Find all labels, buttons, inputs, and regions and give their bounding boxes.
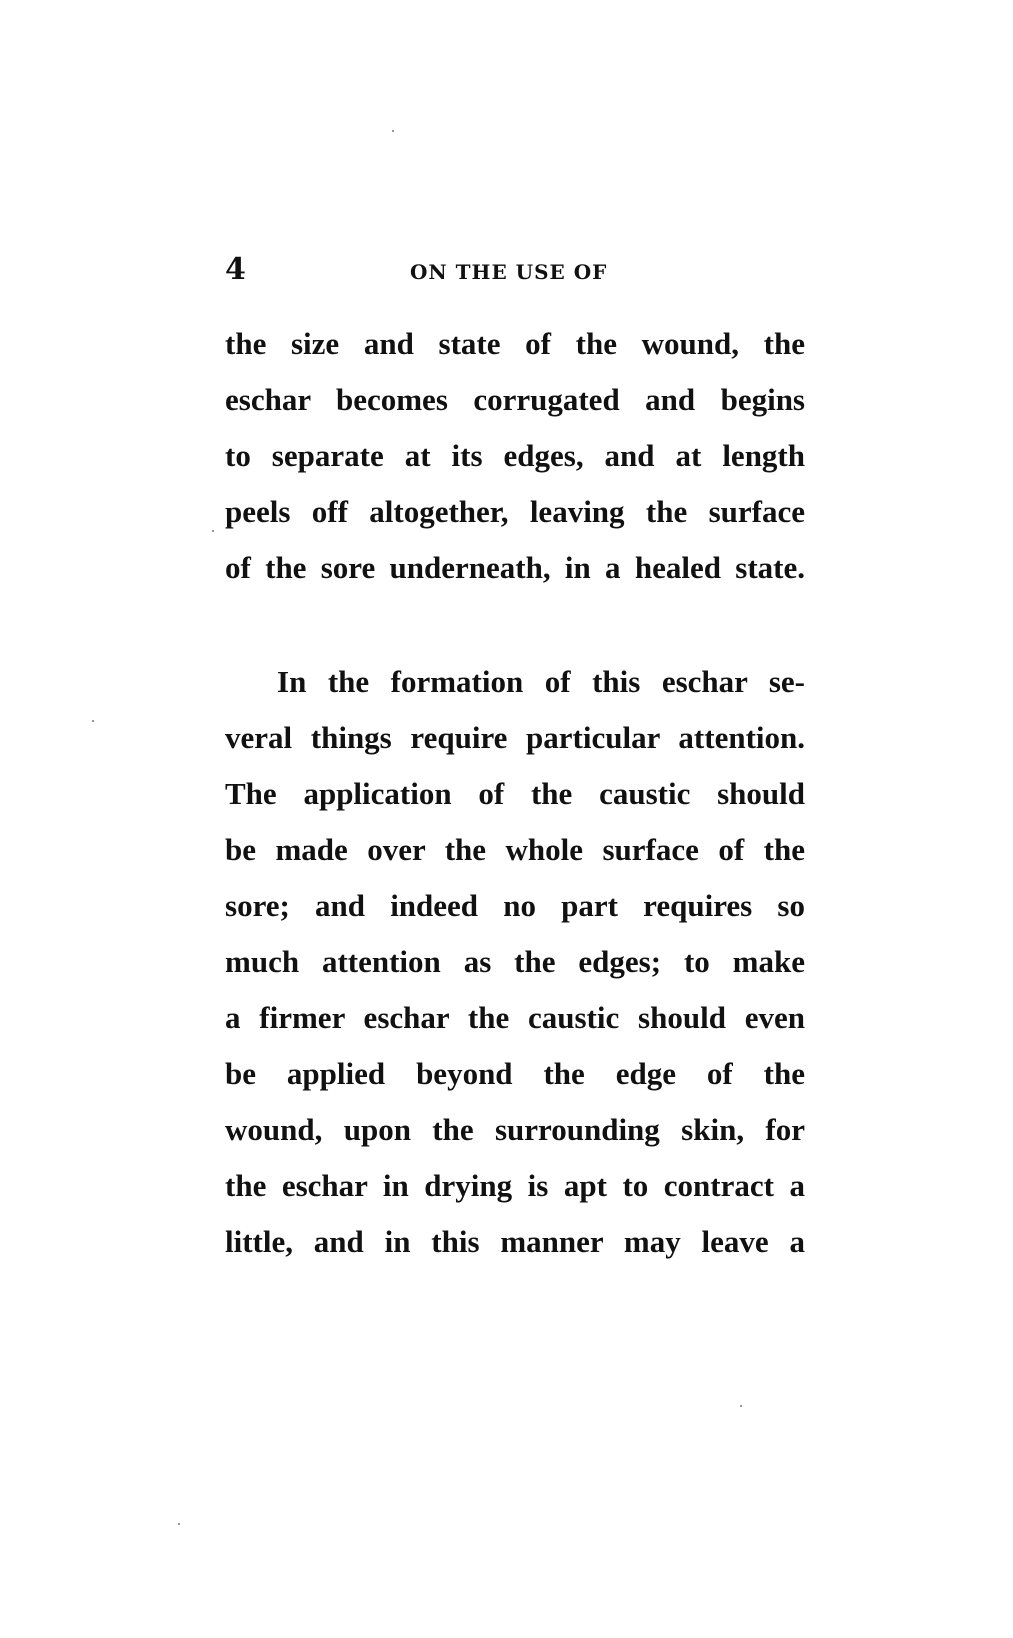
text-line: veral things require particular attention. [225,720,805,755]
text-line: the eschar in drying is apt to contract a [225,1168,805,1203]
text-line: to separate at its edges, and at length [225,438,805,473]
page-number: 4 [225,252,246,287]
scan-speck [212,530,214,532]
text-line: much attention as the edges; to make [225,944,805,979]
page-header [225,250,805,290]
text-line: wound, upon the surrounding skin, for [225,1112,805,1147]
text-line: be made over the whole surface of the [225,832,805,867]
text-line: eschar becomes corrugated and begins [225,382,805,417]
text-line: sore; and indeed no part requires so [225,888,805,923]
running-head: ON THE USE OF [410,260,608,284]
scan-speck [92,720,94,722]
scan-speck [392,130,394,132]
scan-speck [178,1523,180,1525]
text-line: The application of the caustic should [225,776,805,811]
text-line: of the sore underneath, in a healed state. [225,550,805,585]
text-line: peels off altogether, leaving the surface [225,494,805,529]
paragraph-1 [225,316,805,596]
text-line: the size and state of the wound, the [225,326,805,361]
text-line: little, and in this manner may leave a [225,1224,805,1259]
paragraph-2 [225,654,805,1270]
scan-speck [740,1405,742,1407]
text-line: a firmer eschar the caustic should even [225,1000,805,1035]
text-line: In the formation of this eschar se- [277,664,805,699]
text-line: be applied beyond the edge of the [225,1056,805,1091]
